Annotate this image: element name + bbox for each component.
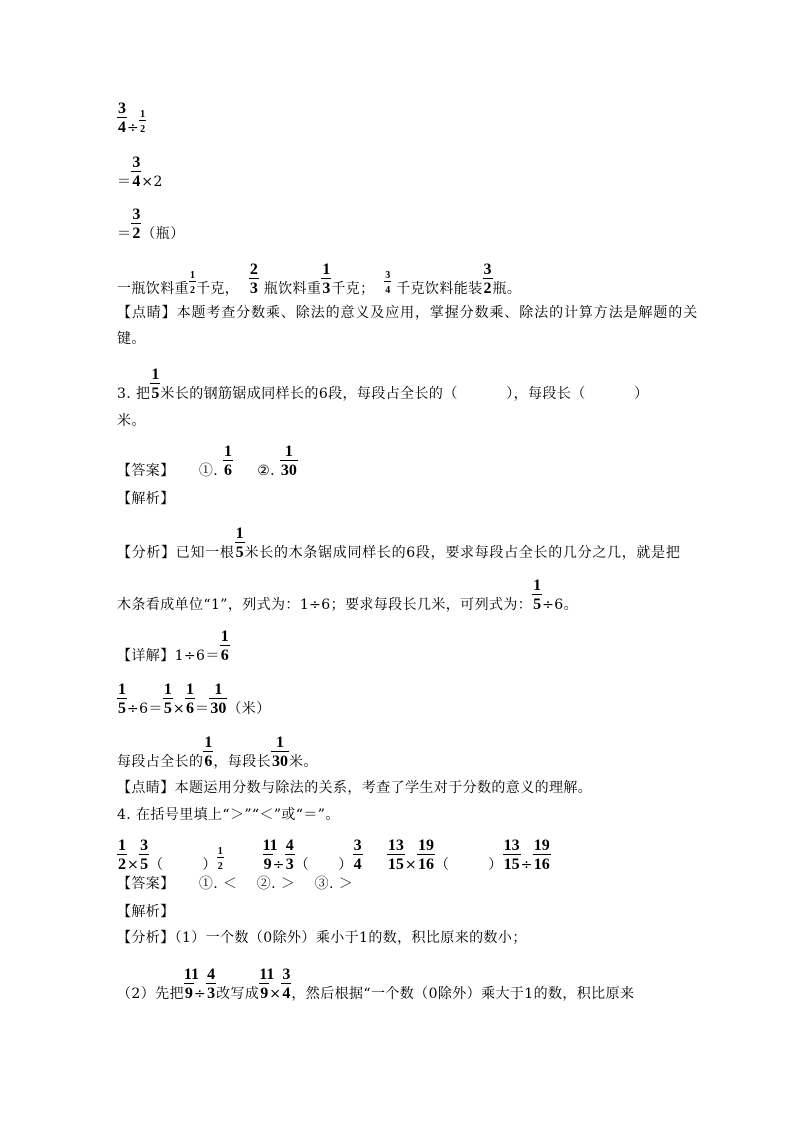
fraction-numerator: 1 <box>118 681 126 698</box>
fraction-numerator: 11 <box>259 966 275 983</box>
fraction-denominator: 9 <box>184 985 193 1002</box>
fraction-numerator: 3 <box>132 154 141 171</box>
text-run: ＝ <box>194 701 210 717</box>
text-run: 键。 <box>117 331 146 347</box>
fraction <box>203 734 213 770</box>
text-run: 改写成 <box>216 986 260 1002</box>
analysis-heading-q4 <box>117 904 175 920</box>
detail-q3-result <box>117 734 318 770</box>
fraction <box>206 966 216 1002</box>
fraction-numerator: 2 <box>249 261 258 278</box>
fraction <box>285 837 295 873</box>
comment-q3 <box>117 780 592 796</box>
fraction-numerator: 1 <box>533 577 542 594</box>
text-run: ÷ <box>127 120 140 136</box>
fraction <box>280 443 298 479</box>
fraction <box>417 837 435 873</box>
text-run: 【解析】 <box>117 904 175 920</box>
fraction-numerator: 11 <box>262 837 278 854</box>
text-run: 【答案】 ①. <box>117 463 223 479</box>
fraction-denominator: 2 <box>483 280 492 297</box>
fraction <box>353 837 363 873</box>
analysis-heading-q3 <box>117 491 175 507</box>
text-run: ÷ <box>520 857 533 873</box>
fraction-denominator: 15 <box>503 856 520 873</box>
fraction-denominator: 16 <box>418 856 435 873</box>
answer-q3 <box>117 443 298 479</box>
fraction-numerator: 1 <box>118 837 126 854</box>
fraction-denominator: 4 <box>118 119 126 136</box>
line-calc-3 <box>117 206 185 242</box>
text-run: ÷ <box>272 857 285 873</box>
text-run: 米长的钢筋锯成同样长的6段，每段占全长的（ ），每段长（ ） <box>160 386 649 402</box>
text-run: （米） <box>227 701 271 717</box>
fraction-numerator: 11 <box>183 966 200 983</box>
text-run: 木条看成单位“1”，列式为：1÷6；要求每段长几米，可列式为： <box>117 597 533 613</box>
text-run: ×2 <box>141 174 163 190</box>
analysis-q4-2 <box>117 966 635 1002</box>
fraction-denominator: 5 <box>151 385 160 402</box>
fraction <box>117 100 127 136</box>
analysis-q3-cont <box>117 577 579 613</box>
fraction-denominator: 3 <box>322 280 331 297</box>
fraction-denominator: 3 <box>249 280 258 297</box>
text-run: ，然后根据“一个数（0除外）乘大于1的数，积比原来 <box>291 986 635 1002</box>
fraction <box>483 261 493 297</box>
text-run: ＝ <box>117 226 132 242</box>
text-run <box>363 857 387 873</box>
fraction <box>163 681 173 717</box>
text-run: ÷6。 <box>542 597 579 613</box>
fraction <box>117 681 127 717</box>
text-run: ，每段长 <box>213 754 272 770</box>
fraction <box>271 734 289 770</box>
fraction-numerator: 1 <box>220 628 229 645</box>
text-run: × <box>404 857 418 873</box>
fraction-denominator: 2 <box>132 225 141 242</box>
fraction-denominator: 30 <box>272 753 289 770</box>
text-run: 【分析】已知一根 <box>117 545 235 561</box>
answer-q4 <box>117 876 353 892</box>
question-3 <box>117 366 649 402</box>
fraction-denominator: 6 <box>223 462 232 479</box>
fraction-numerator: 19 <box>418 837 435 854</box>
fraction <box>131 154 141 190</box>
text-run: × <box>269 986 282 1002</box>
text-run: 【答案】 ①. ＜ ②. ＞ ③. ＞ <box>117 876 354 892</box>
fraction-denominator: 2 <box>190 285 195 296</box>
analysis-q3 <box>117 525 681 561</box>
detail-q3-calc <box>117 681 271 717</box>
fraction-numerator: 1 <box>271 734 289 752</box>
fraction <box>223 443 233 479</box>
text-run: × <box>127 857 140 873</box>
text-run: 【分析】（1）一个数（0除外）乘小于1的数，积比原来的数小； <box>117 930 527 946</box>
fraction-denominator: 2 <box>217 861 223 872</box>
text-run: 4. 在括号里填上“＞”“＜”或“＝”。 <box>117 807 340 823</box>
text-run: 【点睛】本题考查分数乘、除法的意义及应用，掌握分数乘、除法的计算方法是解题的关 <box>117 305 699 321</box>
text-run: 【详解】1÷6＝ <box>117 648 220 664</box>
fraction-denominator: 3 <box>285 856 294 873</box>
fraction <box>139 109 146 138</box>
fraction <box>217 846 224 875</box>
text-run: 千克； <box>331 281 385 297</box>
fraction-numerator: 4 <box>207 966 216 983</box>
fraction-denominator: 4 <box>385 285 391 296</box>
line-comment-q2-cont <box>117 331 146 347</box>
fraction-denominator: 5 <box>533 596 542 613</box>
fraction <box>185 681 195 717</box>
fraction-denominator: 6 <box>204 753 213 770</box>
fraction-numerator: 1 <box>217 846 223 857</box>
fraction-denominator: 9 <box>260 985 269 1002</box>
text-run: 千克饮料能装 <box>391 281 483 297</box>
fraction-numerator: 1 <box>322 261 331 278</box>
line-comment-q2 <box>117 305 698 321</box>
text-run: （ ） <box>294 857 353 873</box>
question-4-items <box>117 837 551 873</box>
fraction <box>321 261 331 297</box>
fraction-numerator: 3 <box>385 270 391 281</box>
text-run: 米长的木条锯成同样长的6段，要求每段占全长的几分之几，就是把 <box>244 545 681 561</box>
fraction-denominator: 4 <box>353 856 362 873</box>
fraction-denominator: 2 <box>140 124 146 135</box>
fraction <box>189 270 196 299</box>
fraction-numerator: 1 <box>140 109 146 120</box>
fraction-denominator: 9 <box>263 856 272 873</box>
fraction-numerator: 1 <box>280 443 298 461</box>
fraction-denominator: 6 <box>185 700 194 717</box>
fraction <box>209 681 227 717</box>
fraction <box>384 270 391 299</box>
fraction-numerator: 13 <box>503 837 520 854</box>
fraction-numerator: 1 <box>209 681 227 699</box>
text-run: ②. <box>232 463 280 479</box>
fraction-denominator: 15 <box>387 856 404 873</box>
fraction-numerator: 1 <box>185 681 194 698</box>
fraction <box>220 628 230 664</box>
fraction-numerator: 1 <box>223 443 232 460</box>
fraction-numerator: 1 <box>235 525 244 542</box>
fraction <box>183 966 200 1002</box>
text-run: 千克， <box>196 281 249 297</box>
fraction-denominator: 6 <box>220 647 229 664</box>
text-run: ÷ <box>193 986 207 1002</box>
fraction-numerator: 3 <box>282 966 291 983</box>
fraction-denominator: 4 <box>282 985 291 1002</box>
text-run: 【点睛】本题运用分数与除法的关系，考查了学生对于分数的意义的理解。 <box>117 780 593 796</box>
text-run: （瓶） <box>141 226 185 242</box>
fraction-denominator: 5 <box>163 700 172 717</box>
text-run: 一瓶饮料重 <box>117 281 189 297</box>
fraction <box>532 577 542 613</box>
fraction-numerator: 3 <box>118 100 126 117</box>
text-run: （ ） <box>149 857 217 873</box>
text-run: × <box>172 701 185 717</box>
fraction-numerator: 1 <box>151 366 160 383</box>
fraction-denominator: 5 <box>235 544 244 561</box>
fraction <box>117 837 127 873</box>
fraction-numerator: 1 <box>190 270 195 281</box>
fraction <box>139 837 149 873</box>
fraction <box>281 966 291 1002</box>
line-calc-2 <box>117 154 163 190</box>
fraction-numerator: 3 <box>353 837 362 854</box>
text-run <box>224 857 263 873</box>
text-run: （ ） <box>435 857 503 873</box>
fraction-denominator: 5 <box>140 856 149 873</box>
fraction <box>259 966 275 1002</box>
fraction-denominator: 5 <box>118 700 126 717</box>
detail-q3 <box>117 628 230 664</box>
analysis-q4-1 <box>117 930 527 946</box>
fraction <box>150 366 160 402</box>
fraction <box>387 837 405 873</box>
fraction <box>131 206 141 242</box>
text-run: 瓶饮料重 <box>258 281 322 297</box>
fraction <box>262 837 278 873</box>
fraction <box>235 525 245 561</box>
fraction-numerator: 3 <box>483 261 492 278</box>
text-run: ÷6＝ <box>127 701 163 717</box>
fraction-numerator: 13 <box>387 837 404 854</box>
fraction <box>533 837 551 873</box>
fraction-numerator: 1 <box>163 681 172 698</box>
fraction <box>249 261 259 297</box>
fraction-denominator: 16 <box>533 856 550 873</box>
question-3-cont <box>117 413 146 429</box>
fraction-numerator: 3 <box>132 206 141 223</box>
line-conclusion <box>117 261 522 297</box>
fraction-denominator: 3 <box>207 985 216 1002</box>
fraction-numerator: 19 <box>533 837 550 854</box>
text-run: （2）先把 <box>117 986 184 1002</box>
text-run: 【解析】 <box>117 491 175 507</box>
text-run: 米。 <box>289 754 318 770</box>
fraction-denominator: 30 <box>280 462 297 479</box>
fraction-denominator: 4 <box>132 173 141 190</box>
text-run: 每段占全长的 <box>117 754 204 770</box>
text-run: 瓶。 <box>492 281 522 297</box>
fraction-numerator: 1 <box>204 734 213 751</box>
text-run: 米。 <box>117 413 146 429</box>
fraction <box>503 837 521 873</box>
text-run: 3. 把 <box>117 386 151 402</box>
fraction-denominator: 30 <box>210 700 227 717</box>
line-calc-1 <box>117 100 146 136</box>
question-4 <box>117 807 340 823</box>
fraction-denominator: 2 <box>118 856 126 873</box>
fraction-numerator: 4 <box>285 837 294 854</box>
fraction-numerator: 3 <box>140 837 149 854</box>
text-run: ＝ <box>117 174 132 190</box>
